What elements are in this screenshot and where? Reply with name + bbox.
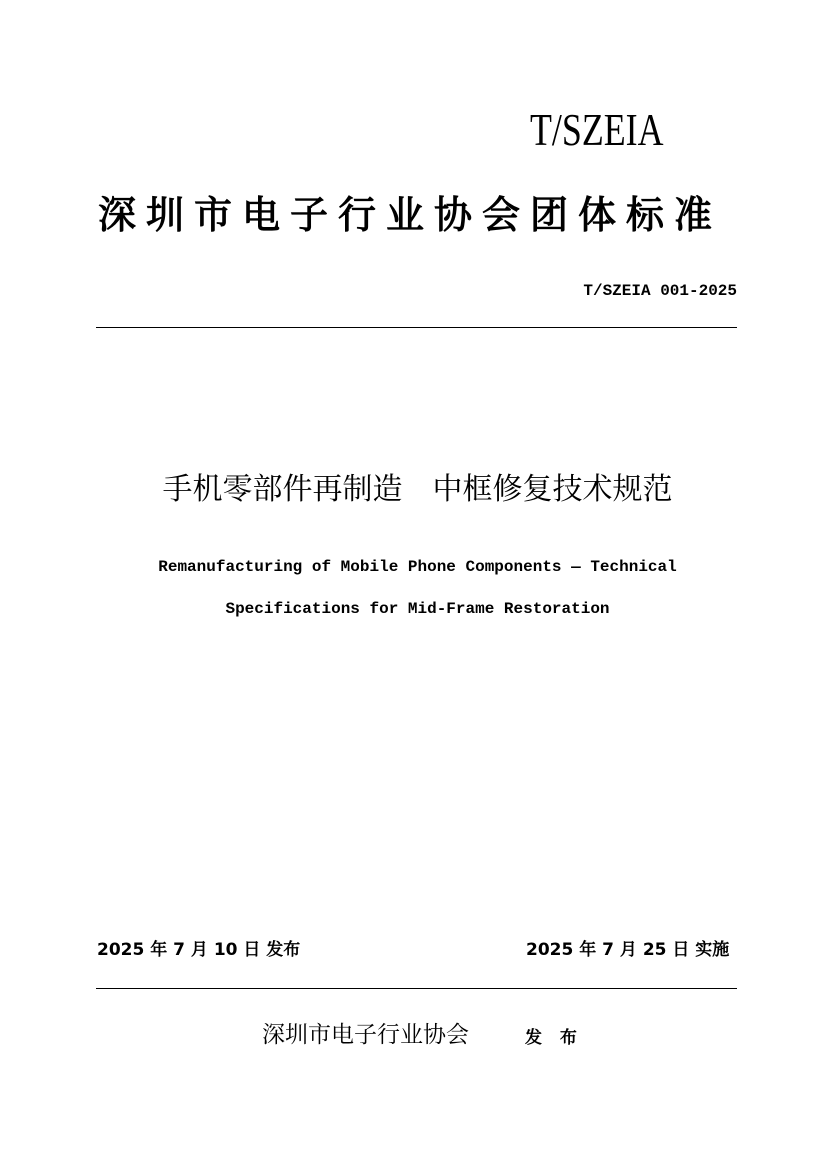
document-title-en-line1: Remanufacturing of Mobile Phone Components — Technical xyxy=(158,558,677,576)
standard-category-title: 深圳市电子行业协会团体标准 xyxy=(98,193,723,237)
document-title-cn: 手机零部件再制造 中框修复技术规范 xyxy=(162,472,673,507)
document-title-en-line2: Specifications for Mid-Frame Restoration xyxy=(225,600,610,618)
standard-code: T/SZEIA 001-2025 xyxy=(583,282,737,300)
bottom-divider xyxy=(96,988,737,989)
implement-date: 2025 年 7 月 25 日 实施 xyxy=(526,940,730,960)
publish-date: 2025 年 7 月 10 日 发布 xyxy=(97,940,301,960)
standard-logo-text: T/SZEIA xyxy=(530,104,664,155)
issuer-name: 深圳市电子行业协会 xyxy=(262,1022,469,1048)
top-divider xyxy=(96,327,737,328)
issuer-action: 发 布 xyxy=(525,1028,583,1048)
